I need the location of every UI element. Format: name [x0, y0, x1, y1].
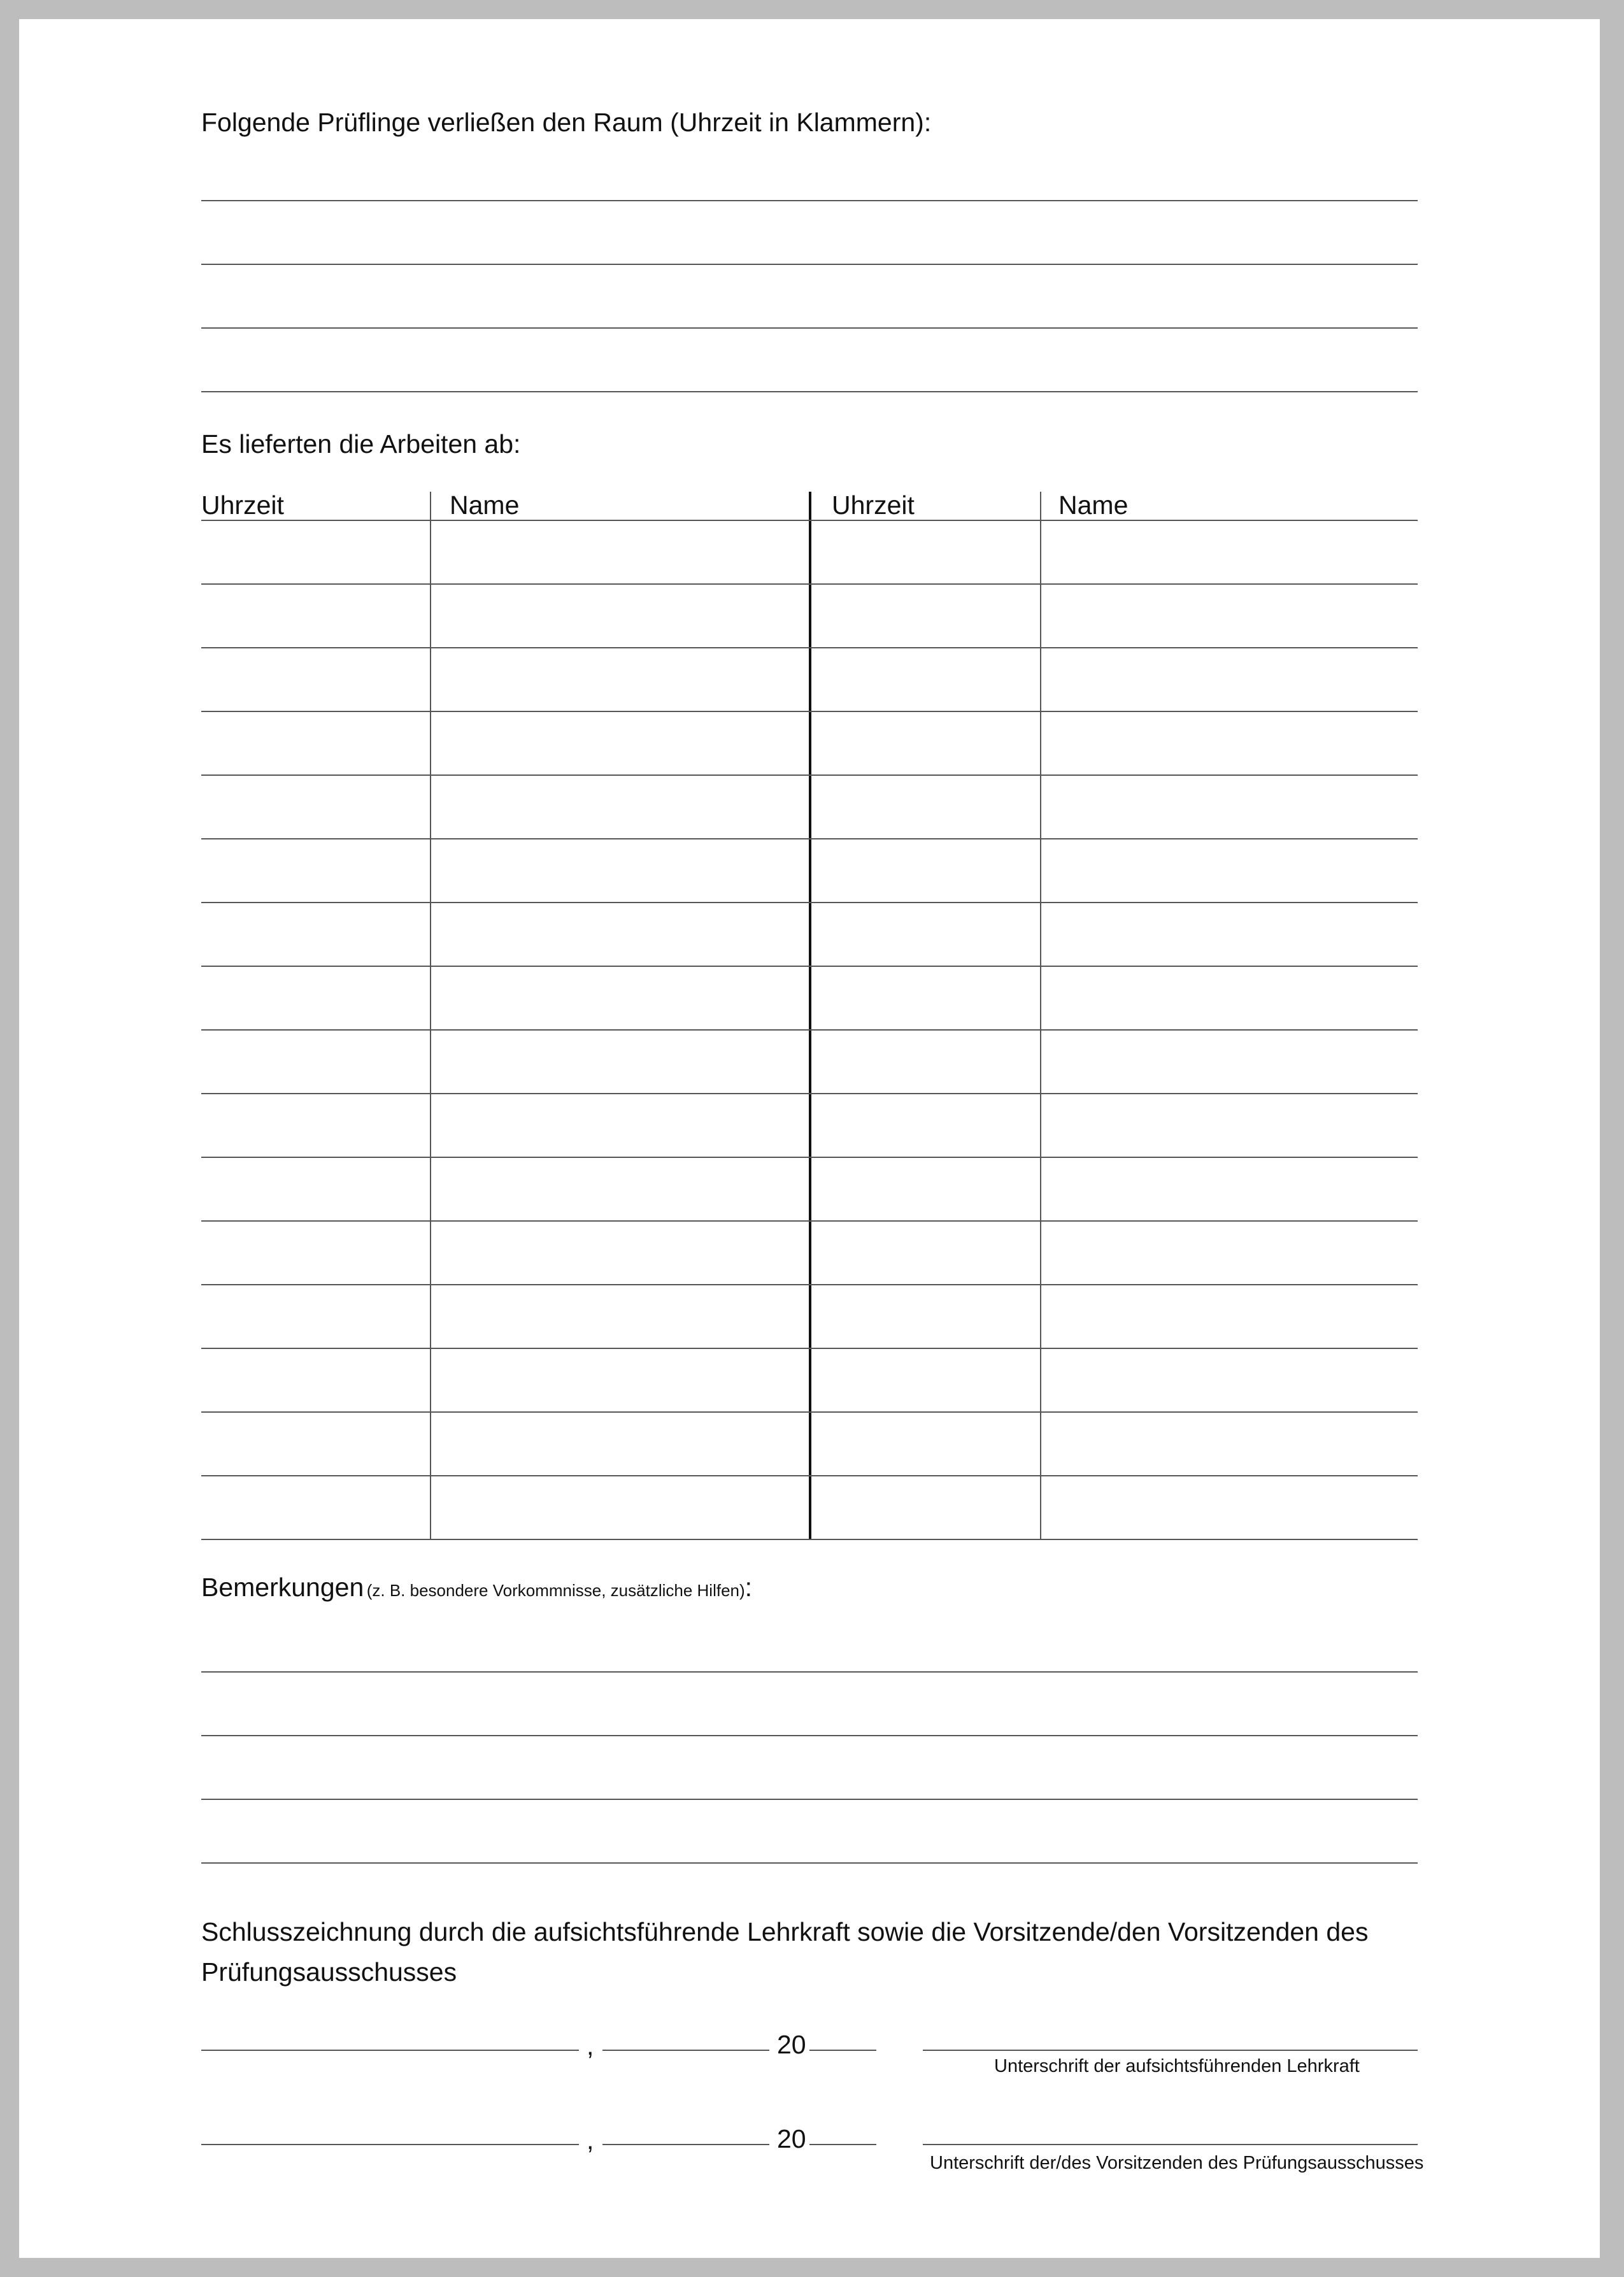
table-header-line — [201, 520, 1418, 521]
date-line-1[interactable] — [602, 2050, 769, 2051]
date-line-2[interactable] — [602, 2144, 769, 2145]
remarks-label: Bemerkungen — [201, 1573, 364, 1602]
signature-line-teacher[interactable] — [923, 2050, 1418, 2051]
table-row[interactable] — [201, 966, 1418, 967]
signature-caption-chair: Unterschrift der/des Vorsitzenden des Prüfungsausschusses — [930, 2153, 1424, 2173]
table-row[interactable] — [201, 1157, 1418, 1158]
table-row[interactable] — [201, 1220, 1418, 1222]
table-row[interactable] — [201, 1475, 1418, 1476]
year-prefix-1: 20 — [777, 2030, 806, 2059]
table-row[interactable] — [201, 1093, 1418, 1094]
writing-line[interactable] — [201, 391, 1418, 392]
signature-caption-teacher: Unterschrift der aufsichtsführenden Lehrkraft — [994, 2056, 1360, 2076]
writing-line[interactable] — [201, 264, 1418, 265]
header-name-2: Name — [1058, 490, 1129, 520]
writing-line[interactable] — [201, 1735, 1418, 1736]
writing-line[interactable] — [201, 1799, 1418, 1800]
table-center-divider — [809, 492, 811, 1540]
comma-1: , — [587, 2031, 594, 2060]
left-room-heading: Folgende Prüflinge verließen den Raum (Uhrzeit in Klammern): — [201, 108, 932, 137]
remarks-label-line — [201, 1574, 752, 1601]
year-line-1[interactable] — [809, 2050, 876, 2051]
submitted-heading: Es lieferten die Arbeiten ab: — [201, 429, 521, 459]
table-row[interactable] — [201, 838, 1418, 839]
table-row[interactable] — [201, 1348, 1418, 1349]
table-row[interactable] — [201, 583, 1418, 585]
table-row[interactable] — [201, 1029, 1418, 1031]
writing-line[interactable] — [201, 1862, 1418, 1864]
comma-2: , — [587, 2125, 594, 2155]
table-row[interactable] — [201, 1284, 1418, 1285]
table-row[interactable] — [201, 1411, 1418, 1413]
signature-line-chair[interactable] — [923, 2144, 1418, 2145]
document-page — [19, 19, 1600, 2258]
table-divider-time-name-2 — [1040, 492, 1041, 1540]
place-line-2[interactable] — [201, 2144, 579, 2145]
writing-line[interactable] — [201, 200, 1418, 201]
place-line-1[interactable] — [201, 2050, 579, 2051]
table-row[interactable] — [201, 1539, 1418, 1540]
table-row[interactable] — [201, 902, 1418, 903]
remarks-hint: (z. B. besondere Vorkommnisse, zusätzliche Hilfen) — [366, 1581, 745, 1600]
table-row[interactable] — [201, 711, 1418, 712]
closing-text-line-1: Schlusszeichnung durch die aufsichtsführende Lehrkraft sowie die Vorsitzende/den Vorsitzenden des — [201, 1917, 1369, 1946]
header-uhrzeit-1: Uhrzeit — [201, 490, 284, 520]
header-uhrzeit-2: Uhrzeit — [832, 490, 915, 520]
table-row[interactable] — [201, 647, 1418, 648]
table-row[interactable] — [201, 774, 1418, 776]
year-prefix-2: 20 — [777, 2124, 806, 2153]
remarks-colon: : — [744, 1573, 753, 1602]
writing-line[interactable] — [201, 327, 1418, 329]
header-name-1: Name — [450, 490, 520, 520]
table-divider-time-name-1 — [430, 492, 431, 1540]
closing-text-line-2: Prüfungsausschusses — [201, 1957, 457, 1987]
writing-line[interactable] — [201, 1671, 1418, 1673]
year-line-2[interactable] — [809, 2144, 876, 2145]
